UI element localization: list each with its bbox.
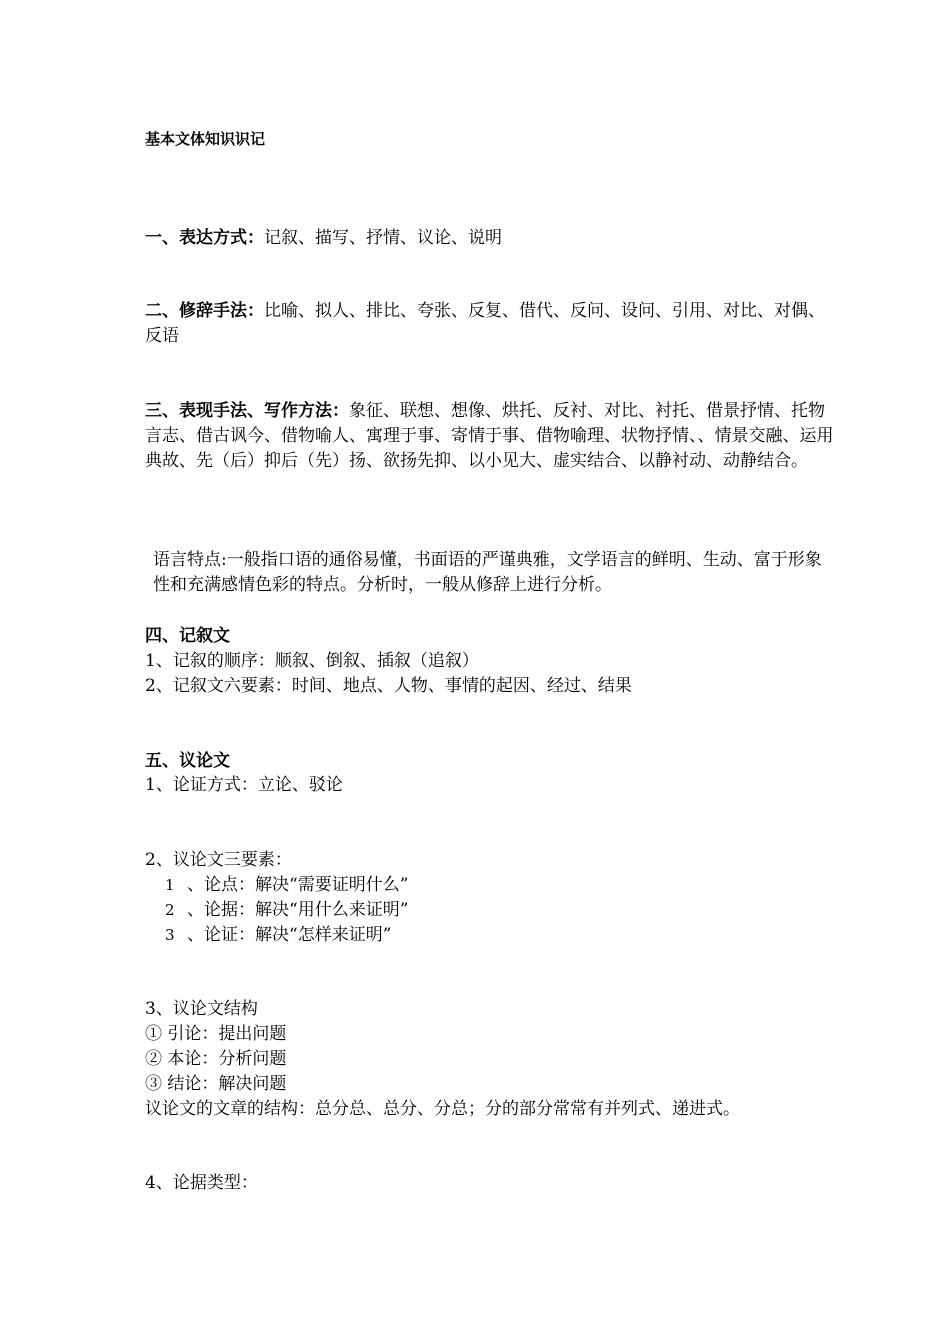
section-narrative-heading: 四、记叙文 — [145, 626, 230, 646]
sub-item-number: 2 — [165, 901, 175, 919]
section-content: 记叙、描写、抒情、议论、说明 — [264, 228, 502, 248]
section-rhetoric — [145, 299, 840, 349]
sub-item-text: 、论证：解决“怎样来证明” — [187, 925, 392, 945]
structure-note: 议论文的文章的结构：总分总、总分、分总；分的部分常常有并列式、递进式。 — [145, 1099, 740, 1119]
section-heading: 三、表现手法、写作方法： — [145, 401, 349, 421]
section-heading: 二、修辞手法： — [145, 301, 264, 321]
structure-line: ③ 结论：解决问题 — [145, 1074, 287, 1094]
list-item: 1、论证方式：立论、驳论 — [145, 775, 343, 795]
section-expression-methods — [145, 226, 840, 251]
structure-line: ① 引论：提出问题 — [145, 1024, 287, 1044]
list-item: 1、记叙的顺序：顺叙、倒叙、插叙（追叙） — [145, 651, 479, 671]
section-content: 象征、联想、想像、烘托、反衬、对比、衬托、借景抒情、托物言志、借古讽今、借物喻人、寓理于事、寄情于事、借物喻理、状物抒情、、情景交融、运用典故、先（后）抑后（先）扬、欲扬先抑、以小见大、虚实结合、以静衬动、动静结合。 — [145, 401, 834, 471]
list-item: 2、议论文三要素： — [145, 850, 292, 870]
sub-list-item — [165, 923, 391, 948]
sub-list-item — [165, 873, 408, 898]
sub-item-number: 1 — [165, 876, 175, 894]
section-heading: 一、表达方式： — [145, 228, 264, 248]
structure-line: ② 本论：分析问题 — [145, 1049, 287, 1069]
section-argument-heading: 五、议论文 — [145, 751, 230, 771]
list-item: 2、记叙文六要素：时间、地点、人物、事情的起因、经过、结果 — [145, 676, 632, 696]
language-features-paragraph: 语言特点:一般指口语的通俗易懂，书面语的严谨典雅，文学语言的鲜明、生动、富于形象性和充满感情色彩的特点。分析时，一般从修辞上进行分析。 — [153, 550, 822, 595]
section-content: 比喻、拟人、排比、夸张、反复、借代、反问、设问、引用、对比、对偶、反语 — [145, 301, 825, 346]
document-title: 基本文体知识识记 — [145, 130, 266, 148]
sub-list-item — [165, 898, 408, 923]
sub-item-text: 、论据：解决“用什么来证明” — [187, 900, 409, 920]
list-item: 4、论据类型： — [145, 1173, 258, 1193]
sub-item-number: 3 — [165, 926, 175, 944]
sub-item-text: 、论点：解决“需要证明什么” — [187, 875, 409, 895]
section-writing-techniques — [145, 399, 840, 474]
list-item: 3、议论文结构 — [145, 999, 258, 1019]
